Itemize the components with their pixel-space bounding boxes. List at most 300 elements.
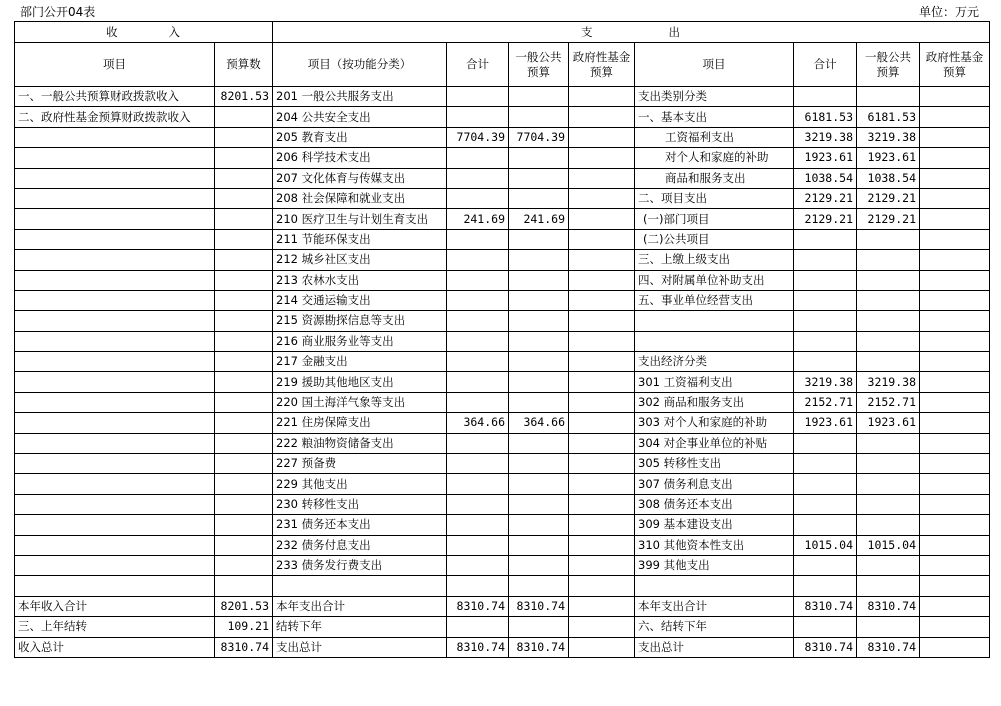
type-item-cell: (一)部门项目 <box>635 209 794 229</box>
income-budget-cell: 8201.53 <box>215 596 273 616</box>
type-fund-cell <box>920 454 990 474</box>
type-total-cell: 1015.04 <box>794 535 857 555</box>
type-total-cell: 2129.21 <box>794 188 857 208</box>
type-general-cell <box>857 270 920 290</box>
func-item-cell: 208 社会保障和就业支出 <box>273 188 447 208</box>
func-general-cell: 241.69 <box>509 209 569 229</box>
income-item-cell <box>15 331 215 351</box>
table-row <box>15 87 990 107</box>
type-general-cell: 1923.61 <box>857 148 920 168</box>
func-fund-cell <box>569 392 635 412</box>
func-fund-cell <box>569 433 635 453</box>
type-item-cell: 302 商品和服务支出 <box>635 392 794 412</box>
income-item-cell <box>15 352 215 372</box>
type-general-cell: 3219.38 <box>857 127 920 147</box>
type-total-cell <box>794 270 857 290</box>
func-item-cell: 207 文化体育与传媒支出 <box>273 168 447 188</box>
type-general-cell <box>857 474 920 494</box>
type-total-cell: 1923.61 <box>794 413 857 433</box>
income-budget-cell <box>215 148 273 168</box>
type-general-cell <box>857 433 920 453</box>
func-general-cell <box>509 392 569 412</box>
type-total-cell: 6181.53 <box>794 107 857 127</box>
col-header-income-item: 项目 <box>15 43 215 87</box>
type-item-cell: 支出总计 <box>635 637 794 657</box>
func-total-cell <box>447 555 509 575</box>
type-item-cell: 二、项目支出 <box>635 188 794 208</box>
section-header-row <box>15 22 990 43</box>
income-budget-cell <box>215 209 273 229</box>
type-fund-cell <box>920 535 990 555</box>
func-general-cell <box>509 474 569 494</box>
type-total-cell <box>794 311 857 331</box>
type-general-cell: 2129.21 <box>857 209 920 229</box>
type-fund-cell <box>920 352 990 372</box>
func-item-cell: 221 住房保障支出 <box>273 413 447 433</box>
func-total-cell <box>447 229 509 249</box>
func-fund-cell <box>569 270 635 290</box>
income-item-cell: 二、政府性基金预算财政拨款收入 <box>15 107 215 127</box>
table-row <box>15 576 990 596</box>
title-bar <box>0 0 1001 20</box>
table-row <box>15 127 990 147</box>
form-number: 部门公开04表 <box>20 5 96 19</box>
func-item-cell: 204 公共安全支出 <box>273 107 447 127</box>
func-total-cell <box>447 535 509 555</box>
type-item-cell: 301 工资福利支出 <box>635 372 794 392</box>
table-row <box>15 270 990 290</box>
func-general-cell <box>509 352 569 372</box>
type-fund-cell <box>920 229 990 249</box>
income-item-cell <box>15 290 215 310</box>
func-item-cell: 219 援助其他地区支出 <box>273 372 447 392</box>
func-fund-cell <box>569 209 635 229</box>
func-item-cell: 233 债务发行费支出 <box>273 555 447 575</box>
func-fund-cell <box>569 290 635 310</box>
func-total-cell <box>447 372 509 392</box>
func-item-cell: 206 科学技术支出 <box>273 148 447 168</box>
func-total-cell: 241.69 <box>447 209 509 229</box>
type-item-cell <box>635 576 794 596</box>
func-total-cell <box>447 188 509 208</box>
income-item-cell <box>15 250 215 270</box>
income-budget-cell <box>215 188 273 208</box>
func-item-cell: 本年支出合计 <box>273 596 447 616</box>
income-item-cell <box>15 555 215 575</box>
type-fund-cell <box>920 270 990 290</box>
func-general-cell <box>509 229 569 249</box>
income-budget-cell <box>215 311 273 331</box>
type-fund-cell <box>920 494 990 514</box>
col-header-general2: 一般公共预算 <box>857 43 920 87</box>
func-item-cell: 结转下年 <box>273 617 447 637</box>
type-general-cell <box>857 331 920 351</box>
type-item-cell: 商品和服务支出 <box>635 168 794 188</box>
type-fund-cell <box>920 596 990 616</box>
type-fund-cell <box>920 107 990 127</box>
table-row <box>15 290 990 310</box>
func-total-cell <box>447 331 509 351</box>
func-item-cell: 216 商业服务业等支出 <box>273 331 447 351</box>
type-item-cell: 五、事业单位经营支出 <box>635 290 794 310</box>
type-item-cell: 399 其他支出 <box>635 555 794 575</box>
type-item-cell: 一、基本支出 <box>635 107 794 127</box>
type-item-cell: 三、上缴上级支出 <box>635 250 794 270</box>
type-fund-cell <box>920 127 990 147</box>
column-header-row <box>15 43 990 87</box>
type-item-cell <box>635 311 794 331</box>
func-total-cell <box>447 433 509 453</box>
func-total-cell <box>447 168 509 188</box>
func-general-cell <box>509 148 569 168</box>
type-fund-cell <box>920 87 990 107</box>
type-general-cell <box>857 290 920 310</box>
type-item-cell: (二)公共项目 <box>635 229 794 249</box>
type-total-cell: 2129.21 <box>794 209 857 229</box>
func-item-cell: 231 债务还本支出 <box>273 515 447 535</box>
col-header-type-item: 项目 <box>635 43 794 87</box>
income-budget-cell <box>215 474 273 494</box>
type-item-cell: 支出类别分类 <box>635 87 794 107</box>
income-budget-cell <box>215 270 273 290</box>
type-item-cell: 六、结转下年 <box>635 617 794 637</box>
func-general-cell: 364.66 <box>509 413 569 433</box>
type-total-cell: 1923.61 <box>794 148 857 168</box>
type-general-cell: 3219.38 <box>857 372 920 392</box>
type-item-cell: 本年支出合计 <box>635 596 794 616</box>
type-item-cell: 304 对企事业单位的补贴 <box>635 433 794 453</box>
income-budget-cell <box>215 250 273 270</box>
func-general-cell <box>509 188 569 208</box>
func-general-cell <box>509 270 569 290</box>
table-row <box>15 352 990 372</box>
type-fund-cell <box>920 168 990 188</box>
func-total-cell <box>447 107 509 127</box>
income-item-cell <box>15 576 215 596</box>
type-total-cell <box>794 494 857 514</box>
table-row <box>15 392 990 412</box>
func-fund-cell <box>569 372 635 392</box>
type-total-cell <box>794 555 857 575</box>
type-fund-cell <box>920 413 990 433</box>
func-general-cell <box>509 311 569 331</box>
col-header-general: 一般公共预算 <box>509 43 569 87</box>
func-item-cell: 213 农林水支出 <box>273 270 447 290</box>
func-general-cell: 7704.39 <box>509 127 569 147</box>
func-fund-cell <box>569 127 635 147</box>
table-row <box>15 596 990 616</box>
income-budget-cell <box>215 555 273 575</box>
type-general-cell: 2152.71 <box>857 392 920 412</box>
income-item-cell <box>15 188 215 208</box>
func-general-cell <box>509 576 569 596</box>
func-general-cell <box>509 494 569 514</box>
type-total-cell: 3219.38 <box>794 372 857 392</box>
func-fund-cell <box>569 494 635 514</box>
income-item-cell <box>15 535 215 555</box>
income-budget-cell: 8310.74 <box>215 637 273 657</box>
table-row <box>15 168 990 188</box>
func-general-cell <box>509 535 569 555</box>
income-item-cell <box>15 127 215 147</box>
type-total-cell <box>794 617 857 637</box>
type-total-cell <box>794 433 857 453</box>
type-item-cell: 工资福利支出 <box>635 127 794 147</box>
type-fund-cell <box>920 617 990 637</box>
table-row <box>15 535 990 555</box>
income-item-cell <box>15 494 215 514</box>
func-general-cell <box>509 617 569 637</box>
func-total-cell <box>447 494 509 514</box>
type-item-cell: 支出经济分类 <box>635 352 794 372</box>
table-row <box>15 454 990 474</box>
col-header-fund: 政府性基金预算 <box>569 43 635 87</box>
type-general-cell <box>857 229 920 249</box>
type-general-cell <box>857 494 920 514</box>
func-fund-cell <box>569 331 635 351</box>
type-total-cell: 2152.71 <box>794 392 857 412</box>
type-fund-cell <box>920 433 990 453</box>
func-item-cell: 232 债务付息支出 <box>273 535 447 555</box>
type-item-cell: 对个人和家庭的补助 <box>635 148 794 168</box>
type-item-cell: 308 债务还本支出 <box>635 494 794 514</box>
func-item-cell: 211 节能环保支出 <box>273 229 447 249</box>
income-budget-cell <box>215 535 273 555</box>
type-total-cell: 8310.74 <box>794 637 857 657</box>
type-total-cell: 3219.38 <box>794 127 857 147</box>
income-item-cell: 收入总计 <box>15 637 215 657</box>
func-item-cell: 217 金融支出 <box>273 352 447 372</box>
func-total-cell <box>447 290 509 310</box>
func-fund-cell <box>569 555 635 575</box>
income-budget-cell <box>215 290 273 310</box>
func-total-cell <box>447 617 509 637</box>
type-fund-cell <box>920 372 990 392</box>
func-general-cell <box>509 87 569 107</box>
func-fund-cell <box>569 637 635 657</box>
type-fund-cell <box>920 392 990 412</box>
type-general-cell: 1015.04 <box>857 535 920 555</box>
income-budget-cell <box>215 454 273 474</box>
func-total-cell: 364.66 <box>447 413 509 433</box>
table-row <box>15 494 990 514</box>
income-budget-cell: 8201.53 <box>215 87 273 107</box>
type-general-cell <box>857 454 920 474</box>
income-budget-cell <box>215 127 273 147</box>
income-item-cell <box>15 433 215 453</box>
type-item-cell: 305 转移性支出 <box>635 454 794 474</box>
table-row <box>15 413 990 433</box>
func-item-cell: 支出总计 <box>273 637 447 657</box>
type-fund-cell <box>920 555 990 575</box>
income-budget-cell <box>215 331 273 351</box>
type-total-cell <box>794 515 857 535</box>
func-general-cell <box>509 290 569 310</box>
func-total-cell <box>447 270 509 290</box>
type-item-cell: 303 对个人和家庭的补助 <box>635 413 794 433</box>
type-item-cell <box>635 331 794 351</box>
func-fund-cell <box>569 352 635 372</box>
income-item-cell <box>15 413 215 433</box>
func-total-cell: 7704.39 <box>447 127 509 147</box>
type-general-cell: 8310.74 <box>857 596 920 616</box>
col-header-func-item: 项目（按功能分类） <box>273 43 447 87</box>
table-row <box>15 474 990 494</box>
type-general-cell <box>857 352 920 372</box>
type-total-cell <box>794 454 857 474</box>
func-item-cell: 205 教育支出 <box>273 127 447 147</box>
type-general-cell: 6181.53 <box>857 107 920 127</box>
type-general-cell <box>857 311 920 331</box>
type-general-cell <box>857 576 920 596</box>
expense-section-header: 支 出 <box>273 22 990 43</box>
table-row <box>15 148 990 168</box>
income-budget-cell <box>215 494 273 514</box>
type-total-cell <box>794 290 857 310</box>
type-fund-cell <box>920 290 990 310</box>
func-general-cell: 8310.74 <box>509 637 569 657</box>
income-budget-cell <box>215 576 273 596</box>
func-general-cell <box>509 331 569 351</box>
func-general-cell <box>509 372 569 392</box>
income-budget-cell: 109.21 <box>215 617 273 637</box>
func-fund-cell <box>569 311 635 331</box>
func-total-cell <box>447 392 509 412</box>
func-general-cell <box>509 454 569 474</box>
type-fund-cell <box>920 148 990 168</box>
func-item-cell: 210 医疗卫生与计划生育支出 <box>273 209 447 229</box>
func-fund-cell <box>569 413 635 433</box>
budget-table <box>14 21 990 658</box>
func-total-cell <box>447 87 509 107</box>
func-item-cell: 215 资源勘探信息等支出 <box>273 311 447 331</box>
table-row <box>15 188 990 208</box>
income-budget-cell <box>215 413 273 433</box>
type-fund-cell <box>920 331 990 351</box>
type-fund-cell <box>920 209 990 229</box>
func-fund-cell <box>569 229 635 249</box>
type-item-cell: 307 债务利息支出 <box>635 474 794 494</box>
func-total-cell <box>447 454 509 474</box>
table-row <box>15 229 990 249</box>
col-header-fund2: 政府性基金预算 <box>920 43 990 87</box>
income-item-cell <box>15 474 215 494</box>
func-general-cell <box>509 168 569 188</box>
income-item-cell <box>15 229 215 249</box>
func-general-cell <box>509 515 569 535</box>
income-item-cell <box>15 168 215 188</box>
func-item-cell: 212 城乡社区支出 <box>273 250 447 270</box>
income-section-header: 收 入 <box>15 22 273 43</box>
type-total-cell <box>794 352 857 372</box>
func-item-cell: 201 一般公共服务支出 <box>273 87 447 107</box>
func-fund-cell <box>569 454 635 474</box>
income-item-cell: 三、上年结转 <box>15 617 215 637</box>
func-fund-cell <box>569 617 635 637</box>
type-total-cell <box>794 250 857 270</box>
func-total-cell: 8310.74 <box>447 596 509 616</box>
func-general-cell <box>509 433 569 453</box>
type-item-cell: 310 其他资本性支出 <box>635 535 794 555</box>
func-total-cell <box>447 311 509 331</box>
income-item-cell <box>15 270 215 290</box>
func-total-cell <box>447 474 509 494</box>
type-total-cell <box>794 331 857 351</box>
table-row <box>15 209 990 229</box>
type-general-cell <box>857 515 920 535</box>
type-total-cell <box>794 474 857 494</box>
func-fund-cell <box>569 107 635 127</box>
type-total-cell <box>794 87 857 107</box>
func-fund-cell <box>569 148 635 168</box>
type-general-cell: 8310.74 <box>857 637 920 657</box>
unit-label: 单位：万元 <box>918 5 979 19</box>
type-item-cell: 四、对附属单位补助支出 <box>635 270 794 290</box>
col-header-total: 合计 <box>447 43 509 87</box>
type-item-cell: 309 基本建设支出 <box>635 515 794 535</box>
table-row <box>15 372 990 392</box>
type-fund-cell <box>920 188 990 208</box>
func-total-cell <box>447 250 509 270</box>
type-fund-cell <box>920 515 990 535</box>
func-general-cell <box>509 250 569 270</box>
income-item-cell <box>15 209 215 229</box>
income-budget-cell <box>215 229 273 249</box>
income-budget-cell <box>215 372 273 392</box>
func-total-cell: 8310.74 <box>447 637 509 657</box>
func-fund-cell <box>569 474 635 494</box>
func-fund-cell <box>569 535 635 555</box>
type-total-cell <box>794 229 857 249</box>
income-item-cell: 本年收入合计 <box>15 596 215 616</box>
income-item-cell <box>15 392 215 412</box>
income-budget-cell <box>215 352 273 372</box>
income-budget-cell <box>215 433 273 453</box>
func-fund-cell <box>569 596 635 616</box>
type-general-cell: 2129.21 <box>857 188 920 208</box>
func-item-cell: 222 粮油物资储备支出 <box>273 433 447 453</box>
type-general-cell <box>857 87 920 107</box>
type-general-cell <box>857 617 920 637</box>
func-item-cell: 230 转移性支出 <box>273 494 447 514</box>
type-general-cell: 1923.61 <box>857 413 920 433</box>
table-row <box>15 515 990 535</box>
income-budget-cell <box>215 107 273 127</box>
col-header-total2: 合计 <box>794 43 857 87</box>
func-fund-cell <box>569 87 635 107</box>
type-fund-cell <box>920 637 990 657</box>
table-row <box>15 107 990 127</box>
table-row <box>15 617 990 637</box>
income-item-cell <box>15 311 215 331</box>
income-item-cell: 一、一般公共预算财政拨款收入 <box>15 87 215 107</box>
type-total-cell: 8310.74 <box>794 596 857 616</box>
table-row <box>15 250 990 270</box>
func-total-cell <box>447 148 509 168</box>
table-row <box>15 433 990 453</box>
income-item-cell <box>15 454 215 474</box>
table-row <box>15 637 990 657</box>
func-item-cell: 229 其他支出 <box>273 474 447 494</box>
type-fund-cell <box>920 576 990 596</box>
func-total-cell <box>447 576 509 596</box>
func-general-cell: 8310.74 <box>509 596 569 616</box>
type-fund-cell <box>920 250 990 270</box>
func-total-cell <box>447 352 509 372</box>
func-total-cell <box>447 515 509 535</box>
type-fund-cell <box>920 474 990 494</box>
func-fund-cell <box>569 515 635 535</box>
